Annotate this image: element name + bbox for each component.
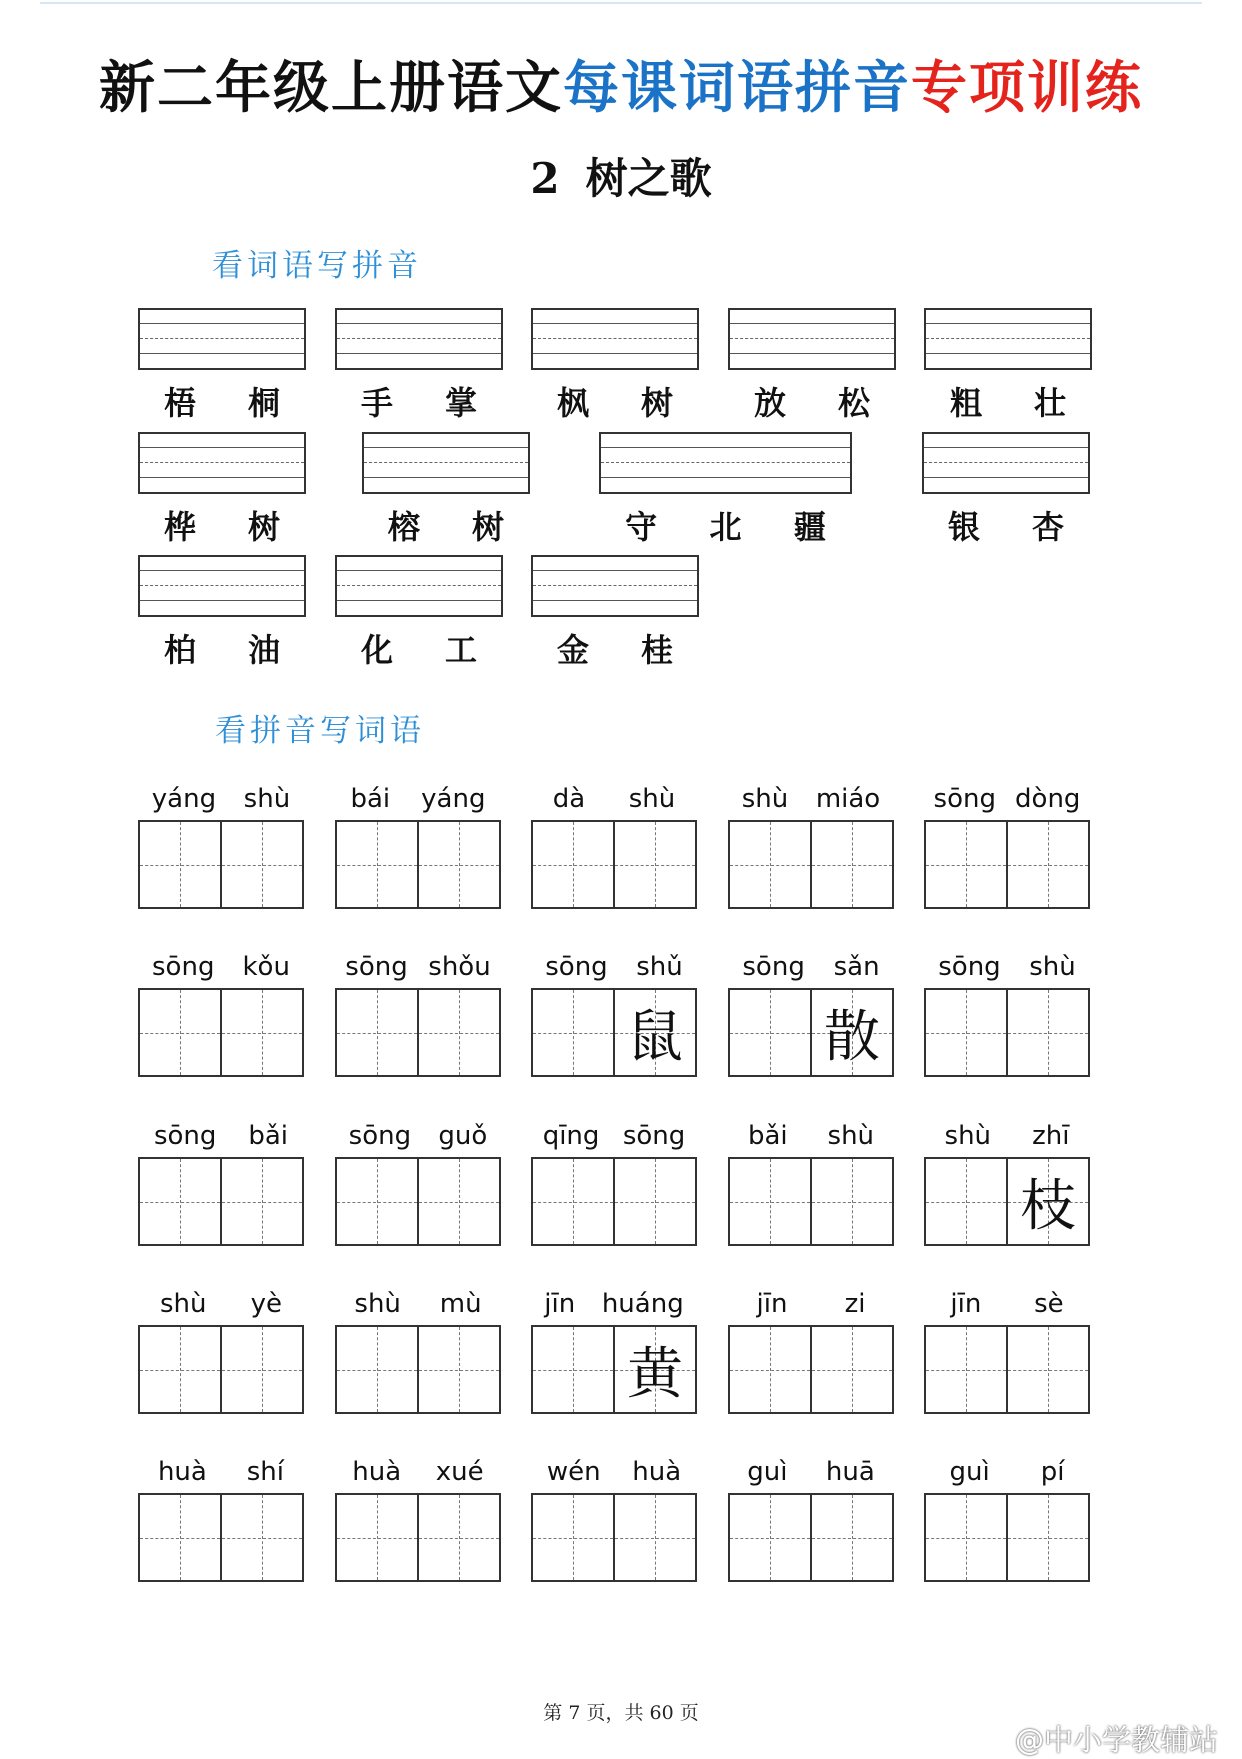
tian-grid[interactable] <box>335 820 501 909</box>
filled-char <box>926 822 1006 907</box>
pinyin-label <box>531 784 697 814</box>
vocab-char: 粗 <box>949 384 982 422</box>
grid-cell[interactable] <box>337 1327 417 1412</box>
grid-cell[interactable] <box>926 1495 1006 1580</box>
pinyin-label <box>531 952 697 982</box>
pinyin-syllable: shǔ <box>636 952 683 982</box>
grid-cell[interactable] <box>810 1159 892 1244</box>
filled-char <box>730 1495 810 1580</box>
filled-char <box>615 1495 695 1580</box>
guide-line <box>533 353 697 354</box>
tian-grid[interactable] <box>531 988 697 1077</box>
grid-cell[interactable] <box>417 1159 499 1244</box>
pinyin-syllable: xué <box>435 1457 484 1487</box>
filled-char <box>419 990 499 1075</box>
pinyin-writing-box[interactable] <box>531 308 699 370</box>
pinyin-label <box>728 1457 894 1487</box>
vocab-char: 柏 <box>163 631 196 669</box>
vocab-word <box>138 502 306 548</box>
filled-char <box>140 990 220 1075</box>
pinyin-writing-box[interactable] <box>335 555 503 617</box>
guide-line <box>924 462 1088 463</box>
guide-line <box>140 462 304 463</box>
pinyin-label <box>138 1289 304 1319</box>
filled-char <box>337 1159 417 1244</box>
grid-cell[interactable] <box>926 990 1006 1075</box>
filled-char <box>337 990 417 1075</box>
filled-char <box>926 990 1006 1075</box>
filled-char <box>1008 990 1088 1075</box>
grid-cell[interactable] <box>810 1327 892 1412</box>
pinyin-label <box>138 1457 304 1487</box>
filled-char <box>926 1327 1006 1412</box>
section-heading-pinyin-to-word: 看拼音写词语 <box>215 713 425 749</box>
pinyin-syllable: sōng <box>152 952 215 982</box>
guide-line <box>924 477 1088 478</box>
filled-char <box>730 822 810 907</box>
tian-grid[interactable] <box>335 988 501 1077</box>
guide-line <box>730 338 894 339</box>
tian-grid[interactable] <box>924 1157 1090 1246</box>
pinyin-writing-box[interactable] <box>138 555 306 617</box>
guide-line <box>601 462 850 463</box>
vocab-char: 梧 <box>163 384 196 422</box>
pinyin-syllable: dòng <box>1015 784 1081 814</box>
pinyin-label <box>924 1121 1090 1151</box>
vocab-word <box>531 625 699 671</box>
grid-cell[interactable] <box>810 1495 892 1580</box>
filled-char <box>812 1159 892 1244</box>
grid-cell[interactable] <box>337 1495 417 1580</box>
lesson-title <box>0 146 1242 206</box>
grid-cell[interactable] <box>613 1327 695 1412</box>
pinyin-writing-box[interactable] <box>138 432 306 494</box>
pinyin-syllable: shù <box>944 1121 992 1151</box>
title-part-2: 每课词语拼音 <box>563 55 911 121</box>
pinyin-writing-box[interactable] <box>531 555 699 617</box>
vocab-char: 杏 <box>1031 508 1064 546</box>
guide-line <box>730 353 894 354</box>
grid-cell[interactable] <box>220 1327 302 1412</box>
pinyin-syllable: sōng <box>933 784 996 814</box>
filled-char: 黄 <box>627 1341 683 1407</box>
pinyin-label <box>728 784 894 814</box>
filled-char <box>533 822 613 907</box>
filled-char <box>533 1327 613 1412</box>
pinyin-label <box>924 1457 1090 1487</box>
grid-cell[interactable] <box>730 1159 810 1244</box>
grid-cell[interactable] <box>613 1495 695 1580</box>
filled-char <box>730 1327 810 1412</box>
grid-cell[interactable] <box>1006 1495 1088 1580</box>
filled-char <box>533 990 613 1075</box>
pinyin-syllable: mù <box>439 1289 482 1319</box>
pinyin-writing-box[interactable] <box>138 308 306 370</box>
grid-cell[interactable] <box>730 1495 810 1580</box>
grid-cell[interactable] <box>140 822 220 907</box>
vocab-char: 化 <box>360 631 393 669</box>
guide-line <box>337 353 501 354</box>
pinyin-syllable: sōng <box>938 952 1001 982</box>
lesson-number: 2 <box>530 154 560 203</box>
filled-char <box>419 822 499 907</box>
vocab-word <box>335 625 503 671</box>
section-heading-word-to-pinyin: 看词语写拼音 <box>212 248 422 284</box>
vocab-word <box>531 378 699 424</box>
pinyin-syllable: sōng <box>348 1121 412 1151</box>
pinyin-syllable: qīng <box>542 1121 600 1151</box>
pinyin-syllable: dà <box>552 784 586 814</box>
vocab-char: 松 <box>837 384 870 422</box>
vocab-char: 工 <box>444 631 477 669</box>
pinyin-label <box>728 1289 894 1319</box>
grid-cell[interactable] <box>220 1495 302 1580</box>
vocab-char: 树 <box>247 508 280 546</box>
tian-grid[interactable] <box>335 1493 501 1582</box>
guide-line <box>140 323 304 324</box>
pinyin-label <box>138 952 304 982</box>
grid-cell[interactable] <box>926 1159 1006 1244</box>
pinyin-syllable: huà <box>352 1457 402 1487</box>
pinyin-syllable: shù <box>628 784 676 814</box>
pinyin-syllable: zhī <box>1032 1121 1070 1151</box>
guide-line <box>140 585 304 586</box>
grid-cell[interactable] <box>140 1327 220 1412</box>
filled-char <box>222 1327 302 1412</box>
filled-char <box>615 1159 695 1244</box>
tian-grid[interactable] <box>138 1157 304 1246</box>
grid-cell[interactable] <box>140 1159 220 1244</box>
tian-grid[interactable] <box>728 1157 894 1246</box>
filled-char <box>222 1159 302 1244</box>
guide-line <box>924 447 1088 448</box>
filled-char <box>615 822 695 907</box>
vocab-char: 守 <box>625 508 658 546</box>
tian-grid[interactable] <box>335 1325 501 1414</box>
guide-line <box>601 447 850 448</box>
filled-char: 枝 <box>1020 1173 1076 1239</box>
guide-line <box>533 323 697 324</box>
vocab-char: 桐 <box>247 384 280 422</box>
grid-cell[interactable] <box>417 1327 499 1412</box>
pinyin-writing-box[interactable] <box>922 432 1090 494</box>
guide-line <box>926 323 1090 324</box>
pinyin-label <box>924 1289 1090 1319</box>
guide-line <box>140 447 304 448</box>
filled-char: 散 <box>824 1004 880 1070</box>
tian-grid[interactable] <box>728 988 894 1077</box>
grid-cell[interactable] <box>730 822 810 907</box>
grid-cell[interactable] <box>613 1159 695 1244</box>
filled-char <box>533 1495 613 1580</box>
filled-char <box>1008 1327 1088 1412</box>
pinyin-syllable: jīn <box>950 1289 982 1319</box>
filled-char: 鼠 <box>627 1004 683 1070</box>
filled-char <box>222 990 302 1075</box>
pinyin-syllable: yáng <box>421 784 486 814</box>
watermark: @中小学教辅站 <box>1014 1723 1218 1757</box>
filled-char <box>730 1159 810 1244</box>
pinyin-syllable: yáng <box>151 784 217 814</box>
vocab-word <box>362 502 530 548</box>
grid-cell[interactable] <box>810 822 892 907</box>
pinyin-label <box>335 1121 501 1151</box>
grid-cell[interactable] <box>140 990 220 1075</box>
guide-line <box>364 477 528 478</box>
pinyin-syllable: guǒ <box>438 1121 488 1151</box>
pinyin-label <box>531 1457 697 1487</box>
filled-char <box>337 1495 417 1580</box>
pinyin-syllable: huà <box>632 1457 682 1487</box>
top-rule <box>40 2 1202 4</box>
filled-char <box>926 1495 1006 1580</box>
tian-grid[interactable] <box>924 1493 1090 1582</box>
tian-grid[interactable] <box>531 1493 697 1582</box>
grid-cell[interactable] <box>1006 990 1088 1075</box>
filled-char <box>222 822 302 907</box>
filled-char <box>730 990 810 1075</box>
tian-grid[interactable] <box>138 1325 304 1414</box>
guide-line <box>533 570 697 571</box>
filled-char <box>926 1159 1006 1244</box>
pinyin-syllable: sè <box>1034 1289 1064 1319</box>
pinyin-syllable: guì <box>949 1457 990 1487</box>
pinyin-syllable: jīn <box>756 1289 788 1319</box>
pinyin-syllable: shí <box>246 1457 285 1487</box>
filled-char <box>419 1159 499 1244</box>
tian-grid[interactable] <box>924 1325 1090 1414</box>
grid-cell[interactable] <box>417 822 499 907</box>
guide-line <box>140 353 304 354</box>
grid-cell[interactable] <box>1006 822 1088 907</box>
tian-grid[interactable] <box>728 1493 894 1582</box>
pinyin-syllable: sōng <box>153 1121 217 1151</box>
grid-cell[interactable] <box>220 822 302 907</box>
tian-grid[interactable] <box>138 988 304 1077</box>
pinyin-writing-box[interactable] <box>728 308 896 370</box>
guide-line <box>337 570 501 571</box>
pinyin-syllable: sōng <box>742 952 805 982</box>
guide-line <box>140 338 304 339</box>
vocab-word <box>138 378 306 424</box>
vocab-char: 壮 <box>1033 384 1066 422</box>
lesson-name: 树之歌 <box>585 154 712 203</box>
guide-line <box>533 338 697 339</box>
filled-char <box>140 1327 220 1412</box>
pinyin-label <box>138 1121 304 1151</box>
vocab-char: 银 <box>947 508 980 546</box>
pinyin-syllable: shù <box>1029 952 1076 982</box>
filled-char <box>419 1495 499 1580</box>
guide-line <box>337 323 501 324</box>
filled-char <box>222 1495 302 1580</box>
vocab-char: 桂 <box>640 631 673 669</box>
pinyin-syllable: bǎi <box>248 1121 289 1151</box>
grid-cell[interactable] <box>613 990 695 1075</box>
vocab-char: 树 <box>471 508 504 546</box>
vocab-word <box>138 625 306 671</box>
guide-line <box>730 323 894 324</box>
grid-cell[interactable] <box>1006 1327 1088 1412</box>
pinyin-syllable: miáo <box>815 784 881 814</box>
guide-line <box>337 585 501 586</box>
vocab-char: 金 <box>556 631 589 669</box>
vocab-char: 掌 <box>444 384 477 422</box>
guide-line <box>926 353 1090 354</box>
vocab-char: 榕 <box>387 508 420 546</box>
pinyin-syllable: shù <box>354 1289 401 1319</box>
pinyin-syllable: huā <box>825 1457 875 1487</box>
pinyin-label <box>728 952 894 982</box>
title-part-3: 专项训练 <box>911 55 1143 121</box>
filled-char <box>533 1159 613 1244</box>
pinyin-label <box>335 952 501 982</box>
guide-line <box>337 600 501 601</box>
grid-cell[interactable] <box>533 990 613 1075</box>
vocab-word <box>922 502 1090 548</box>
tian-grid[interactable] <box>924 820 1090 909</box>
grid-cell[interactable] <box>417 1495 499 1580</box>
grid-cell[interactable] <box>533 1327 613 1412</box>
pinyin-label <box>531 1121 697 1151</box>
guide-line <box>533 600 697 601</box>
tian-grid[interactable] <box>335 1157 501 1246</box>
filled-char <box>812 822 892 907</box>
vocab-word <box>924 378 1092 424</box>
pinyin-label <box>335 1289 501 1319</box>
pinyin-syllable: huáng <box>601 1289 684 1319</box>
pinyin-syllable: jīn <box>544 1289 576 1319</box>
pinyin-syllable: sōng <box>545 952 608 982</box>
pinyin-writing-box[interactable] <box>335 308 503 370</box>
grid-cell[interactable] <box>417 990 499 1075</box>
pinyin-label <box>335 1457 501 1487</box>
pinyin-writing-box[interactable] <box>924 308 1092 370</box>
grid-cell[interactable] <box>533 1159 613 1244</box>
guide-line <box>140 600 304 601</box>
vocab-word <box>728 378 896 424</box>
tian-grid[interactable] <box>138 820 304 909</box>
pinyin-syllable: pí <box>1040 1457 1065 1487</box>
vocab-char: 桦 <box>163 508 196 546</box>
pinyin-syllable: sōng <box>622 1121 686 1151</box>
grid-cell[interactable] <box>810 990 892 1075</box>
grid-cell[interactable] <box>140 1495 220 1580</box>
pinyin-label <box>924 784 1090 814</box>
vocab-char: 枫 <box>556 384 589 422</box>
vocab-word <box>335 378 503 424</box>
pinyin-syllable: shù <box>741 784 789 814</box>
filled-char <box>812 1327 892 1412</box>
pinyin-label <box>924 952 1090 982</box>
tian-grid[interactable] <box>728 820 894 909</box>
tian-grid[interactable] <box>728 1325 894 1414</box>
filled-char <box>140 1159 220 1244</box>
pinyin-label <box>531 1289 697 1319</box>
tian-grid[interactable] <box>138 1493 304 1582</box>
pinyin-syllable: shù <box>243 784 291 814</box>
vocab-word <box>599 502 852 548</box>
tian-grid[interactable] <box>531 820 697 909</box>
grid-cell[interactable] <box>337 1159 417 1244</box>
pinyin-syllable: shǒu <box>428 952 491 982</box>
pinyin-label <box>138 784 304 814</box>
pinyin-label <box>335 784 501 814</box>
pinyin-writing-box[interactable] <box>362 432 530 494</box>
guide-line <box>601 477 850 478</box>
grid-cell[interactable] <box>337 822 417 907</box>
pinyin-syllable: yè <box>250 1289 282 1319</box>
filled-char <box>1008 1495 1088 1580</box>
pinyin-syllable: sǎn <box>833 952 880 982</box>
filled-char <box>812 1495 892 1580</box>
pinyin-label <box>728 1121 894 1151</box>
page-title <box>0 44 1242 124</box>
pinyin-writing-box[interactable] <box>599 432 852 494</box>
grid-cell[interactable] <box>337 990 417 1075</box>
tian-grid[interactable] <box>531 1157 697 1246</box>
grid-cell[interactable] <box>533 1495 613 1580</box>
filled-char <box>419 1327 499 1412</box>
grid-cell[interactable] <box>220 1159 302 1244</box>
pinyin-syllable: zi <box>844 1289 866 1319</box>
vocab-char: 树 <box>640 384 673 422</box>
grid-cell[interactable] <box>220 990 302 1075</box>
filled-char <box>337 822 417 907</box>
pinyin-syllable: kǒu <box>242 952 290 982</box>
pinyin-syllable: bǎi <box>747 1121 788 1151</box>
pinyin-syllable: shù <box>160 1289 207 1319</box>
grid-cell[interactable] <box>926 822 1006 907</box>
guide-line <box>364 462 528 463</box>
page-footer: 第 7 页，共 60 页 <box>543 1702 699 1724</box>
title-part-1: 新二年级上册语文 <box>99 55 563 121</box>
grid-cell[interactable] <box>533 822 613 907</box>
grid-cell[interactable] <box>730 1327 810 1412</box>
grid-cell[interactable] <box>613 822 695 907</box>
pinyin-syllable: bái <box>350 784 391 814</box>
guide-line <box>926 338 1090 339</box>
filled-char <box>140 1495 220 1580</box>
guide-line <box>364 447 528 448</box>
filled-char <box>337 1327 417 1412</box>
filled-char <box>1008 822 1088 907</box>
pinyin-syllable: wén <box>546 1457 601 1487</box>
guide-line <box>533 585 697 586</box>
pinyin-syllable: shù <box>827 1121 875 1151</box>
grid-cell[interactable] <box>926 1327 1006 1412</box>
tian-grid[interactable] <box>924 988 1090 1077</box>
vocab-char: 北 <box>709 508 742 546</box>
pinyin-syllable: sōng <box>345 952 408 982</box>
guide-line <box>140 570 304 571</box>
guide-line <box>140 477 304 478</box>
pinyin-syllable: guì <box>747 1457 788 1487</box>
pinyin-syllable: huà <box>157 1457 207 1487</box>
vocab-char: 放 <box>753 384 786 422</box>
vocab-char: 手 <box>360 384 393 422</box>
grid-cell[interactable] <box>1006 1159 1088 1244</box>
guide-line <box>337 338 501 339</box>
grid-cell[interactable] <box>730 990 810 1075</box>
vocab-char: 疆 <box>793 508 826 546</box>
vocab-char: 油 <box>247 631 280 669</box>
filled-char <box>140 822 220 907</box>
tian-grid[interactable] <box>531 1325 697 1414</box>
